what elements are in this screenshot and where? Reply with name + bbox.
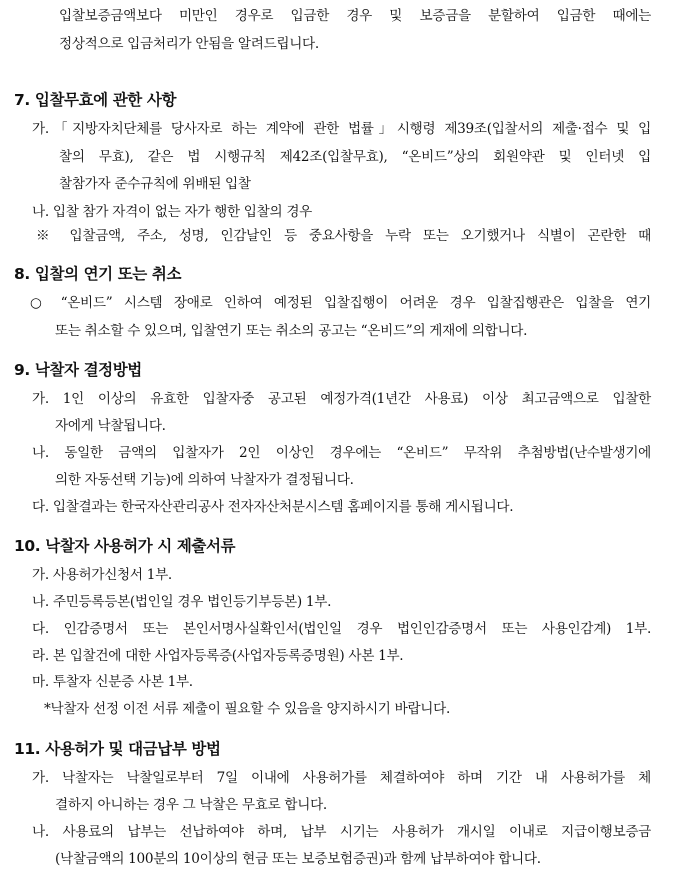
section-10-item-ga: 가. 사용허가신청서 1부. <box>32 567 172 583</box>
section-10-item-na: 나. 주민등록등본(법인일 경우 법인등기부등본) 1부. <box>32 594 332 610</box>
section-9-item-da: 다. 입찰결과는 한국자산관리공사 전자자산처분시스템 홈페이지를 통해 게시됩니다. <box>32 499 514 515</box>
section-7-heading: 7. 입찰무효에 관한 사항 <box>14 91 177 109</box>
section-11-heading: 11. 사용허가 및 대금납부 방법 <box>14 740 221 758</box>
section-7-item-ga-line-3: 찰참가자 준수규칙에 위배된 입찰 <box>59 176 251 192</box>
section-10-heading: 10. 낙찰자 사용허가 시 제출서류 <box>14 537 236 555</box>
section-10-item-da: 다. 인감증명서 또는 본인서명사실확인서(법인일 경우 법인인감증명서 또는 사용인감계) 1부. <box>32 621 651 637</box>
intro-line-1: 입찰보증금액보다 미만인 경우로 입금한 경우 및 보증금을 분할하여 입금한 때에는 <box>59 8 651 24</box>
section-10-note: *낙찰자 선정 이전 서류 제출이 필요할 수 있음을 양지하시기 바랍니다. <box>44 701 450 717</box>
section-8-heading: 8. 입찰의 연기 또는 취소 <box>14 265 182 283</box>
section-10-item-ra: 라. 본 입찰건에 대한 사업자등록증(사업자등록증명원) 사본 1부. <box>32 648 404 664</box>
section-7-item-na: 나. 입찰 참가 자격이 없는 자가 행한 입찰의 경우 <box>32 204 312 220</box>
section-11-item-ga-line-2: 결하지 아니하는 경우 그 낙찰은 무효로 합니다. <box>55 797 327 813</box>
section-7-item-ga-line-1: 가.「지방자치단체를 당사자로 하는 계약에 관한 법률」시행령 제39조(입찰서의 제출·접수 및 입 <box>32 121 651 137</box>
section-9-item-ga-line-2: 자에게 낙찰됩니다. <box>55 418 166 434</box>
section-11-item-ga-line-1: 가. 낙찰자는 낙찰일로부터 7일 이내에 사용허가를 체결하여야 하며 기간 내 사용허가를 체 <box>32 770 651 786</box>
section-11-item-na-line-2: (낙찰금액의 100분의 10이상의 현금 또는 보증보험증권)과 함께 납부하여야 합니다. <box>55 851 541 867</box>
section-10-item-ma: 마. 투찰자 신분증 사본 1부. <box>32 674 193 690</box>
section-9-heading: 9. 낙찰자 결정방법 <box>14 361 142 379</box>
section-7-item-ga-line-2: 찰의 무효), 같은 법 시행규칙 제42조(입찰무효), “온비드”상의 회원약관 및 인터넷 입 <box>59 149 651 165</box>
section-9-item-na-line-2: 의한 자동선택 기능)에 의하여 낙찰자가 결정됩니다. <box>55 472 354 488</box>
section-8-item-line-2: 또는 취소할 수 있으며, 입찰연기 또는 취소의 공고는 “온비드”의 게재에 의합니다. <box>55 323 528 339</box>
section-9-item-ga-line-1: 가. 1인 이상의 유효한 입찰자중 공고된 예정가격(1년간 사용료) 이상 최고금액으로 입찰한 <box>32 391 651 407</box>
section-8-item-line-1: ○ “온비드” 시스템 장애로 인하여 예정된 입찰집행이 어려운 경우 입찰집행관은 입찰을 연기 <box>30 295 651 311</box>
section-9-item-na-line-1: 나. 동일한 금액의 입찰자가 2인 이상인 경우에는 “온비드” 무작위 추첨방법(난수발생기에 <box>32 445 651 461</box>
section-7-note: ※ 입찰금액, 주소, 성명, 인감날인 등 중요사항을 누락 또는 오기했거나 식별이 곤란한 때 <box>36 228 651 244</box>
section-11-item-na-line-1: 나. 사용료의 납부는 선납하여야 하며, 납부 시기는 사용허가 개시일 이내로 지급이행보증금 <box>32 824 651 840</box>
intro-line-2: 정상적으로 입금처리가 안됨을 알려드립니다. <box>59 36 319 52</box>
